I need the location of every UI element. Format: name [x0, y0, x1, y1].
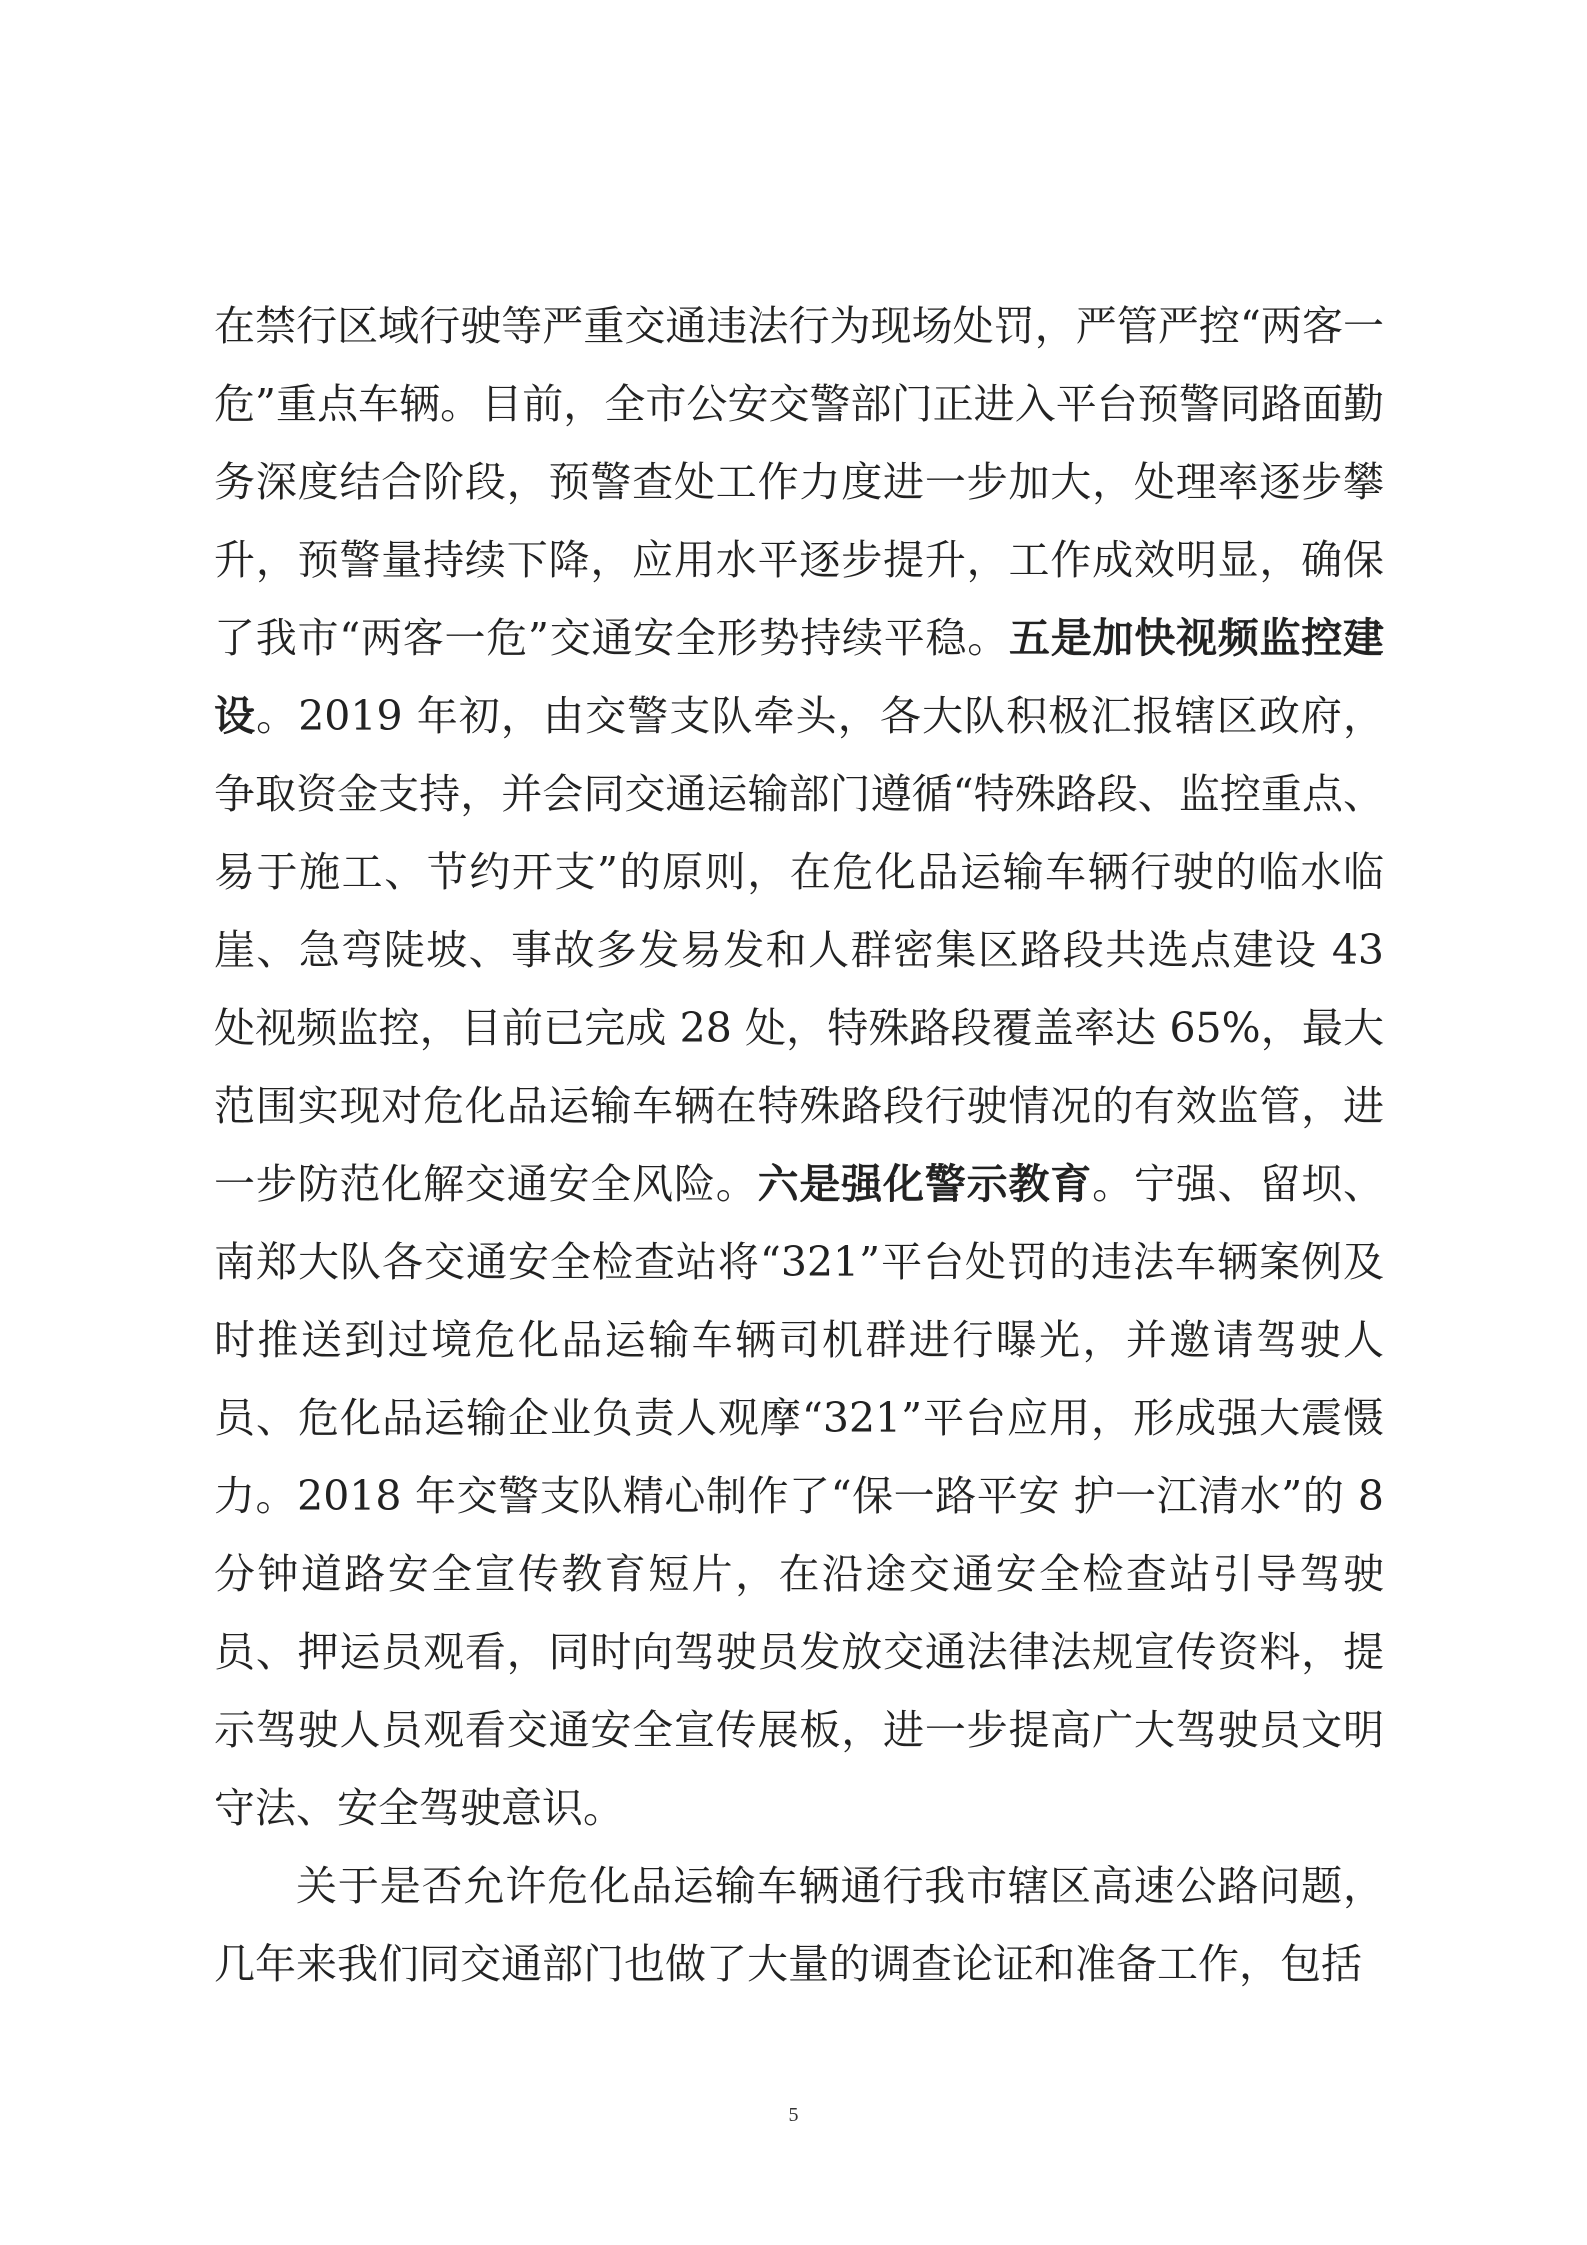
paragraph-text: 在禁行区域行驶等严重交通违法行为现场处罚，严管严控“两客一危”重点车辆。目前，全市公安交警部门正进入平台预警同路面勤务深度结合阶段，预警查处工作力度进一步加大，处理率逐步攀升，预警量持续下降，应用水平逐步提升，工作成效明显，确保了我市“两客一危”交通安全形势持续平稳。: [214, 302, 1384, 662]
paragraph-text: 。2019 年初，由交警支队牵头，各大队积极汇报辖区政府，争取资金支持，并会同交通运输部门遵循“特殊路段、监控重点、易于施工、节约开支”的原则，在危化品运输车辆行驶的临水临崖、急弯陡坡、事故多发易发和人群密集区路段共选点建设 43 处视频监控，目前已完成 28 处，特殊路段覆盖率达 65%，最大范围实现对危化品运输车辆在特殊路段行驶情况的有效监管，进一步防范化解交通安全风险。: [214, 692, 1385, 1208]
paragraph-highway: 关于是否允许危化品运输车辆通行我市辖区高速公路问题，几年来我们同交通部门也做了大量的调查论证和准备工作，包括: [214, 1862, 1384, 1988]
document-body: [214, 287, 1384, 2003]
page-number: 5: [788, 2104, 799, 2126]
bold-heading-six: 六是强化警示教育: [757, 1160, 1093, 1208]
bold-heading-five: 五是加快视频监控建设: [214, 614, 1385, 740]
paragraph-text: 。宁强、留坝、南郑大队各交通安全检查站将“321”平台处罚的违法车辆案例及时推送到过境危化品运输车辆司机群进行曝光，并邀请驾驶人员、危化品运输企业负责人观摩“321”平台应用，形成强大震慑力。2018 年交警支队精心制作了“保一路平安 护一江清水”的 8 分钟道路安全宣传教育短片，在沿途交通安全检查站引导驾驶员、押运员观看，同时向驾驶员发放交通法律法规宣传资料，提示驾驶人员观看交通安全宣传展板，进一步提高广大驾驶员文明守法、安全驾驶意识。: [214, 1160, 1385, 1832]
paragraph-continued: [214, 287, 1384, 1847]
